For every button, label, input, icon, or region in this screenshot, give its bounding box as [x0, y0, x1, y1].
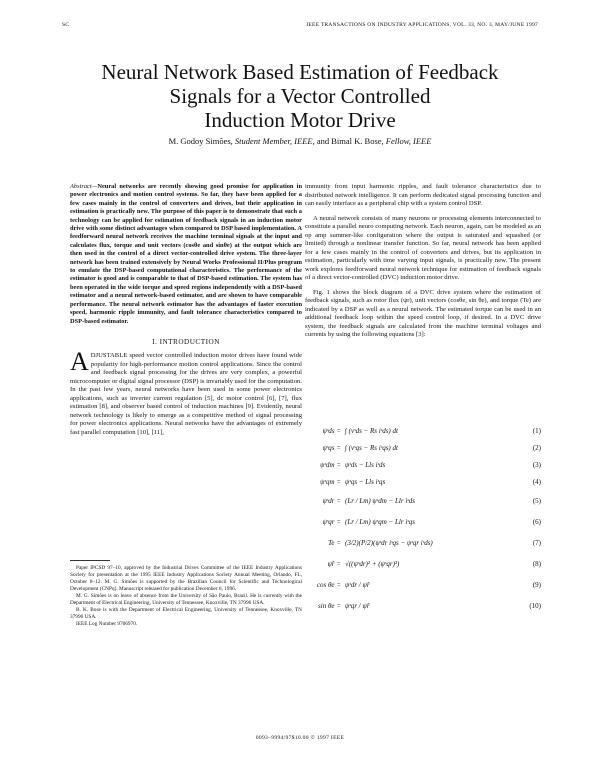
- equation-number: (4): [532, 477, 541, 486]
- equation-number: (6): [532, 517, 541, 526]
- equation: cos θe = ψˢdr / ψ̂r (9): [316, 580, 541, 589]
- equation-block: [305, 422, 541, 616]
- running-header: [62, 22, 538, 28]
- abstract: [70, 183, 302, 326]
- author-conjunction: and: [316, 136, 330, 146]
- equation-number: (7): [532, 538, 541, 547]
- author-1: M. Godoy Simões,: [168, 136, 233, 146]
- intro-paragraph: [70, 347, 302, 437]
- equation-number: (9): [532, 580, 541, 589]
- right-paragraph-2: A neural network consists of many neurons or processing elements interconnected to constitute a parallel neuro computing network. Each neuron, again, can be modeled as an op amp summer-like configuration where the output is saturated and squashed (or limited) through a nonlinear transfer function. So far, neural network has been applied for a few cases mainly in the control of converters and drives, but its application in estimation, particularly with time varying input signals, is practically new. The present work explores feedforward neural network technique for estimation of feedback signals of a direct vector-controlled (DVC) induction motor drive.: [305, 214, 541, 281]
- author-2: Bimal K. Bose,: [331, 136, 384, 146]
- paper-title: [60, 60, 540, 132]
- equation: ψˢdr = (Lr / Lm) ψˢdm − Llr iˢds (5): [322, 496, 541, 505]
- author-line: [60, 136, 540, 146]
- footnote: [70, 560, 302, 628]
- equation: ψ̂r = √((ψˢdr)² + (ψˢqr)²) (8): [327, 559, 541, 568]
- right-paragraph-1: immunity from input harmonic ripples, and fault tolerance characteristics due to distributed network intelligence. It can perform dedicated signal processing function and can easily interface as a peripheral chip with a system control DSP.: [305, 183, 541, 207]
- author-2-role: Fellow, IEEE: [385, 136, 432, 146]
- equation-number: (10): [529, 601, 541, 610]
- intro-text: DJUSTABLE speed vector controlled induction motor drives have found wide popularity for high-performance motion control applications. Since the control and feedback signal processing for the drives are very complex, a powerful microcomputer or digital signal processor (DSP) is invariably used for the computation. In the past few years, neural networks have been used in some power electronics applications, such as inverter current regulation [5], dc motor control [6], [7], flux estimation [8], and observer based control of induction machines [9]. Evidently, neural network technology is likely to emerge as a competitive method of signal processing for power electronics applications. Neural networks have the advantages of extremely fast parallel computation [10], [11],: [70, 352, 302, 436]
- page-number: SC: [62, 22, 70, 28]
- equation: ψˢqr = (Lr / Lm) ψˢqm − Llr iˢqs (6): [322, 517, 541, 526]
- equation: sin θe = ψˢqr / ψ̂r (10): [318, 601, 541, 610]
- equation-number: (8): [532, 559, 541, 568]
- author-1-role: Student Member, IEEE,: [234, 136, 315, 146]
- equation: ψˢds = ∫ (vˢds − Rs iˢds) dt (1): [322, 426, 541, 435]
- footnote-rule: [70, 560, 110, 561]
- abstract-text: Neural networks are recently showing good promise for application in power electronics and motion control systems. So far, they have been applied for a few cases mainly in the control of converters and drives, but their application in estimation is practically new. The purpose of this paper is to demonstrate that such a technology can be applied for estimation of feedback signals in an induction motor drive with some distinct advantages when compared to DSP based implementation. A feedforward neural network receives the machine terminal signals at the input and calculates flux, torque and unit vectors (cosθe and sinθe) at the output which are then used in the control of a direct vector-controlled drive system. The three-layer network has been trained extensively by Neural Works Professional II/Plus program to emulate the DSP-based computational characteristics. The performance of the estimator is good and is comparable to that of DSP-based estimation. The system has been operated in the wide torque and speed regions independently with a DSP-based estimator and a neural network-based estimator, and are shown to have comparable performance. The neural network estimator has the advantages of faster execution speed, harmonic ripple immunity, and fault tolerance characteristics compared to DSP-based estimator.: [70, 183, 302, 325]
- equation: ψˢqm = ψˢqs − Lls iˢqs (4): [320, 477, 541, 486]
- right-paragraph-3: Fig. 1 shows the block diagram of a DVC drive system where the estimation of feedback signals, such as rotor flux (ψr), unit vectors (cosθe, sin θe), and torque (Te) are indicated by a DSP as well as a neural network. The estimated torque can be used in an additional feedback loop within the speed control loop, if desired. In a DVC drive system, the feedback signals are calculated from the machine terminal voltages and currents by using the following equations [3]:: [305, 288, 541, 338]
- equation: ψˢqs = ∫ (vˢqs − Rs iˢqs) dt (2): [322, 443, 541, 452]
- equation-number: (2): [532, 443, 541, 452]
- right-column: [305, 183, 541, 340]
- equation: ψˢdm = ψˢds − Lls iˢds (3): [320, 460, 541, 469]
- left-column: [70, 183, 302, 437]
- drop-cap: A: [70, 347, 89, 377]
- equation-number: (1): [532, 426, 541, 435]
- title-line-3: Induction Motor Drive: [204, 108, 396, 132]
- abstract-lead: Abstract—: [70, 183, 98, 190]
- equation-number: (5): [532, 496, 541, 505]
- journal-header: IEEE TRANSACTIONS ON INDUSTRY APPLICATIONS, VOL. 33, NO. 3, MAY/JUNE 1997: [306, 22, 538, 28]
- footnote-paper-info: Paper IPCSD 97–10, approved by the Industrial Drives Committee of the IEEE Industry Applications Society for presentation at the 1995 IEEE Industry Applications Society Annual Meeting, Orlando, FL, October 8–12. M. G. Simões is supported by the Brazilian Council for Scientific and Technological Development (CNPq). Manuscript released for publication December 6, 1996.: [70, 565, 302, 592]
- footnote-log-number: IEEE Log Number 9706970.: [76, 621, 138, 627]
- equation: Te = (3/2)(P/2)(ψˢdr iˢqs − ψˢqr iˢds) (7): [328, 538, 541, 547]
- title-line-2: Signals for a Vector Controlled: [169, 84, 431, 108]
- section-heading-introduction: I. INTRODUCTION: [152, 337, 220, 346]
- copyright-line: 0093–9994/97$10.00 © 1997 IEEE: [255, 735, 345, 741]
- footnote-author2: B. K. Bose is with the Department of Electrical Engineering, University of Tennessee, Knoxville, TN 37996 USA.: [70, 607, 302, 620]
- footnote-author1: M. G. Simões is on leave of absence from the University of São Paulo, Brazil. He is currently with the Department of Electrical Engineering, University of Tennessee, Knoxville, TN 37996 USA.: [70, 593, 302, 606]
- title-line-1: Neural Network Based Estimation of Feedback: [101, 60, 499, 84]
- equation-number: (3): [532, 460, 541, 469]
